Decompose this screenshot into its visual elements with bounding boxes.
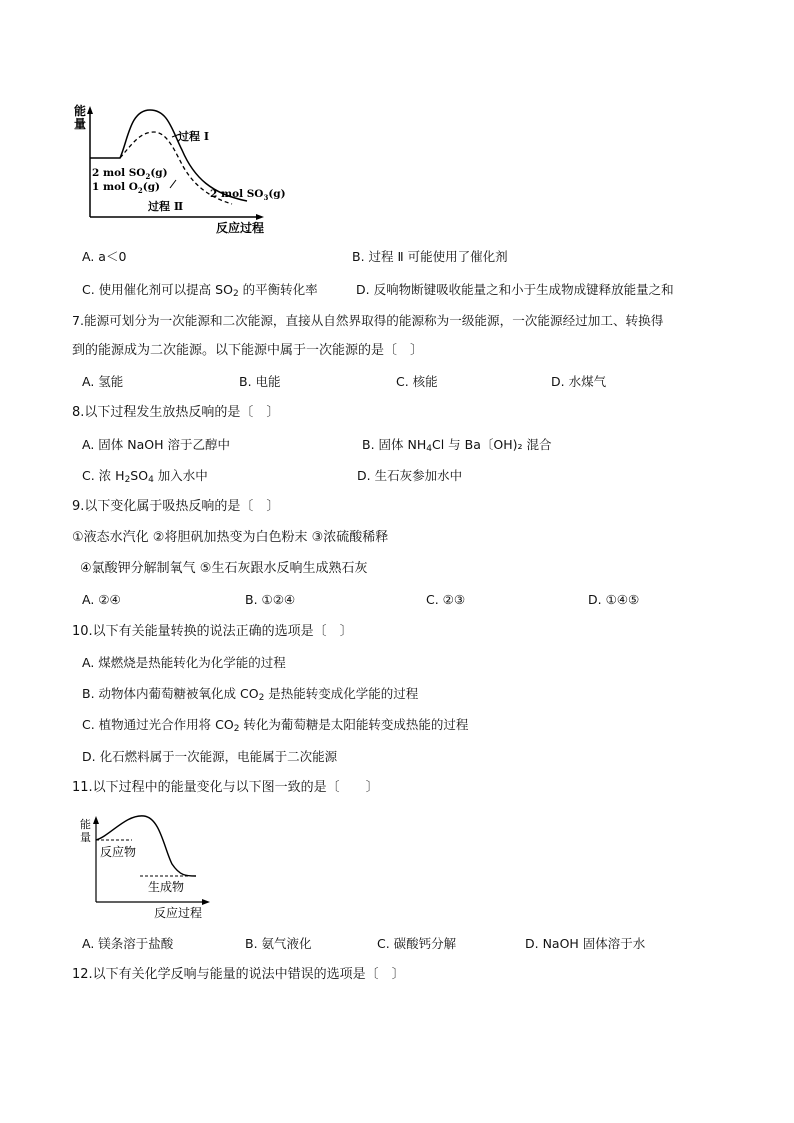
q6-option-a: A. a＜0 [82, 249, 127, 264]
q10-option-c: C. 植物通过光合作用将 $CO_2$ 转化为葡萄糖是太阳能转变成热能的过程 [82, 717, 469, 734]
reactant-line-2: 1 mol $O_2(g)$ [92, 181, 161, 195]
x-axis-arrow [202, 899, 210, 905]
q8-option-b: B. 固体 $NH_4Cl$ 与 Ba〔OH)₂ 混合 [362, 437, 552, 454]
q7-stem-line-1: 7.能源可划分为一次能源和二次能源，直接从自然界取得的能源称为一级能源，一次能源经过加工、转换得 [72, 313, 664, 328]
q7-option-b: B. 电能 [239, 374, 281, 389]
q9-option-a: A. ②④ [82, 592, 121, 607]
q9-option-d: D. ①④⑤ [588, 592, 640, 607]
q11-option-a: A. 镁条溶于盐酸 [82, 936, 174, 951]
q10-stem: 10.以下有关能量转换的说法正确的选项是〔 〕 [72, 624, 353, 639]
q10-option-d: D. 化石燃料属于一次能源，电能属于二次能源 [82, 749, 338, 764]
q11-option-c: C. 碳酸钙分解 [377, 936, 457, 951]
y-axis-arrow [87, 106, 93, 114]
x-axis-label: 反应过程 [216, 221, 265, 235]
q6-option-c: C. 使用催化剂可以提高 $SO_2$ 的平衡转化率 [82, 282, 318, 299]
q7-stem-line-2: 到的能源成为二次能源。以下能源中属于一次能源的是〔 〕 [72, 343, 424, 358]
process-2-label: 过程 Ⅱ [148, 200, 184, 213]
y-axis-label-bottom: 量 [80, 831, 91, 844]
q9-items-line-1: ①液态水汽化 ②将胆矾加热变为白色粉末 ③浓硫酸稀释 [72, 530, 389, 545]
y-axis-label-bottom: 量 [74, 117, 87, 131]
q10-option-b: B. 动物体内葡萄糖被氧化成 $CO_2$ 是热能转变成化学能的过程 [82, 686, 419, 703]
process-1-label: 过程 Ⅰ [178, 130, 209, 143]
reactant-line-1: 2 mol $SO_2(g)$ [92, 167, 168, 181]
x-axis-label: 反应过程 [154, 906, 203, 920]
energy-diagram-2 [76, 808, 226, 920]
q6-option-b: B. 过程 Ⅱ 可能使用了催化剂 [352, 249, 508, 264]
q11-stem: 11.以下过程中的能量变化与以下图一致的是〔 〕 [72, 780, 379, 795]
y-axis-label-top: 能 [80, 818, 91, 831]
product-label: 2 mol $SO_3(g)$ [210, 188, 286, 202]
q8-option-d: D. 生石灰参加水中 [357, 468, 463, 483]
energy-diagram-1 [72, 100, 286, 240]
q7-option-c: C. 核能 [396, 374, 438, 389]
reactant-label: 反应物 [100, 845, 137, 859]
y-axis-label-top: 能 [74, 104, 87, 118]
q10-option-a: A. 煤燃烧是热能转化为化学能的过程 [82, 655, 286, 670]
x-axis-arrow [256, 214, 264, 220]
q12-stem: 12.以下有关化学反响与能量的说法中错误的选项是〔 〕 [72, 967, 405, 982]
q8-option-a: A. 固体 NaOH 溶于乙醇中 [82, 437, 230, 452]
q8-option-c: C. 浓 $H_2SO_4$ 加入水中 [82, 468, 208, 485]
process-2-pointer [170, 180, 176, 188]
q11-option-b: B. 氨气液化 [245, 936, 312, 951]
q9-stem: 9.以下变化属于吸热反响的是〔 〕 [72, 499, 280, 514]
q9-items-line-2: ④氯酸钾分解制氧气 ⑤生石灰跟水反响生成熟石灰 [80, 561, 368, 576]
q7-option-a: A. 氢能 [82, 374, 124, 389]
product-label: 生成物 [148, 880, 185, 894]
q9-option-c: C. ②③ [426, 592, 466, 607]
q8-stem: 8.以下过程发生放热反响的是〔 〕 [72, 405, 280, 420]
q6-option-d: D. 反响物断键吸收能量之和小于生成物成键释放能量之和 [356, 282, 674, 297]
q9-option-b: B. ①②④ [245, 592, 296, 607]
q7-option-d: D. 水煤气 [551, 374, 607, 389]
y-axis-arrow [93, 816, 99, 824]
q11-option-d: D. NaOH 固体溶于水 [525, 936, 646, 951]
